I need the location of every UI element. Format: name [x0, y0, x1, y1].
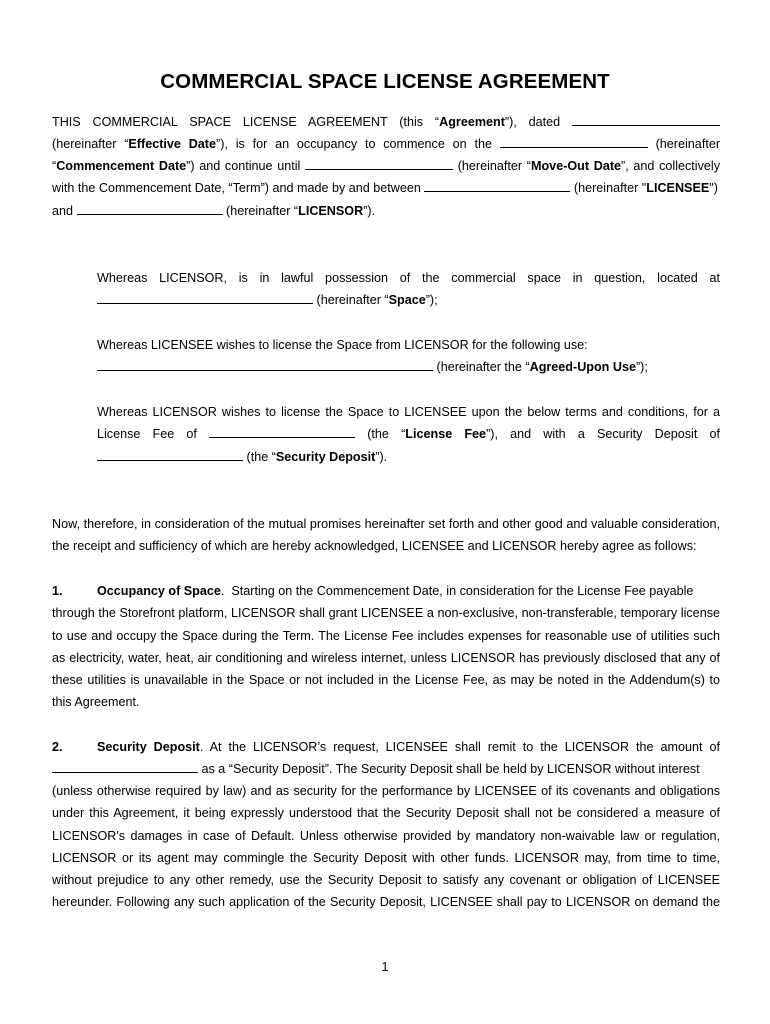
- whereas-3-line-2: License Fee of (the “License Fee”), and with a Security Deposit of: [97, 423, 720, 445]
- security-deposit-blank[interactable]: [97, 447, 243, 461]
- whereas-1-line-2: (hereinafter “Space”);: [97, 289, 438, 311]
- whereas-1-line-1: Whereas LICENSOR, is in lawful possession of the commercial space in question, located at: [97, 271, 720, 285]
- dated-blank[interactable]: [572, 112, 720, 126]
- section-2-line-2: as a “Security Deposit”. The Security Deposit shall be held by LICENSOR without interest: [52, 758, 700, 780]
- deposit-amount-blank[interactable]: [52, 759, 198, 773]
- section-1-line-3: to use and occupy the Space during the Term. The License Fee includes expenses for reasonable use of utilities such: [52, 629, 720, 643]
- section-2-heading: Security Deposit: [97, 740, 200, 754]
- now-therefore-line-2: the receipt and sufficiency of which are hereby acknowledged, LICENSEE and LICENSOR hereby agree as follows:: [52, 539, 697, 553]
- section-2-line-5: LICENSOR's damages in case of Default. Unless otherwise provided by mandatory non-waivable law or regulation,: [52, 829, 720, 843]
- whereas-2-line-2: (hereinafter the “Agreed-Upon Use”);: [97, 356, 648, 378]
- intro-line-2: (hereinafter “Effective Date”), is for an occupancy to commence on the (hereinafter: [52, 133, 720, 155]
- whereas-2-line-1: Whereas LICENSEE wishes to license the Space from LICENSOR for the following use:: [97, 338, 588, 352]
- page-number: 1: [381, 960, 389, 974]
- section-2-line-7: without prejudice to any other remedy, use the Security Deposit to satisfy any covenant or obligation of LICENSEE: [52, 873, 720, 887]
- agreed-use-blank[interactable]: [97, 357, 433, 371]
- move-out-date-blank[interactable]: [305, 156, 453, 170]
- section-2-line-3: (unless otherwise required by law) and as security for the performance by LICENSEE of its covenants and obligations: [52, 784, 720, 798]
- whereas-3-line-3: (the “Security Deposit”).: [97, 446, 387, 468]
- intro-line-1: THIS COMMERCIAL SPACE LICENSE AGREEMENT (this “Agreement”), dated: [52, 111, 720, 133]
- section-2-line-4: under this Agreement, it being expressly understood that the Security Deposit shall not be considered a measure of: [52, 806, 720, 820]
- intro-line-5: and (hereinafter “LICENSOR”).: [52, 200, 375, 222]
- section-2-line-6: LICENSOR or its agent may commingle the Security Deposit with other funds. LICENSOR may, from time to time,: [52, 851, 720, 865]
- intro-line-3: “Commencement Date”) and continue until (hereinafter “Move-Out Date”, and collectively: [52, 155, 720, 177]
- commence-date-blank[interactable]: [500, 134, 648, 148]
- section-2-line-8: hereunder. Following any such application of the Security Deposit, LICENSEE shall pay to LICENSOR on demand the: [52, 895, 720, 909]
- license-fee-blank[interactable]: [209, 424, 355, 438]
- intro-line-4: with the Commencement Date, “Term”) and made by and between (hereinafter "LICENSEE"): [52, 177, 718, 199]
- section-1-line-6: this Agreement.: [52, 695, 140, 709]
- whereas-3-line-1: Whereas LICENSOR wishes to license the Space to LICENSEE upon the below terms and conditions, for a: [97, 405, 720, 419]
- section-1-line-5: these utilities is unavailable in the Space or not included in the License Fee, as may be noted in the Addendum(s) to: [52, 673, 720, 687]
- space-location-blank[interactable]: [97, 290, 313, 304]
- section-2-line-1: 2. Security Deposit. At the LICENSOR’s request, LICENSEE shall remit to the LICENSOR the amount of: [52, 736, 720, 758]
- section-1-heading: Occupancy of Space: [97, 584, 221, 598]
- section-2-number: 2.: [52, 740, 63, 754]
- now-therefore-line-1: Now, therefore, in consideration of the mutual promises hereinafter set forth and other good and valuable consideration,: [52, 517, 720, 531]
- section-1-line-2: through the Storefront platform, LICENSOR shall grant LICENSEE a non-exclusive, non-transferable, temporary license: [52, 606, 720, 620]
- licensor-blank[interactable]: [77, 201, 223, 215]
- licensee-blank[interactable]: [424, 178, 570, 192]
- section-1-line-1: 1. Occupancy of Space. Starting on the Commencement Date, in consideration for the License Fee payable: [52, 580, 693, 602]
- section-1-line-4: as electricity, water, heat, air conditioning and wireless internet, unless LICENSOR has previously disclosed that any of: [52, 651, 720, 665]
- section-1-number: 1.: [52, 584, 63, 598]
- document-title: COMMERCIAL SPACE LICENSE AGREEMENT: [160, 70, 610, 93]
